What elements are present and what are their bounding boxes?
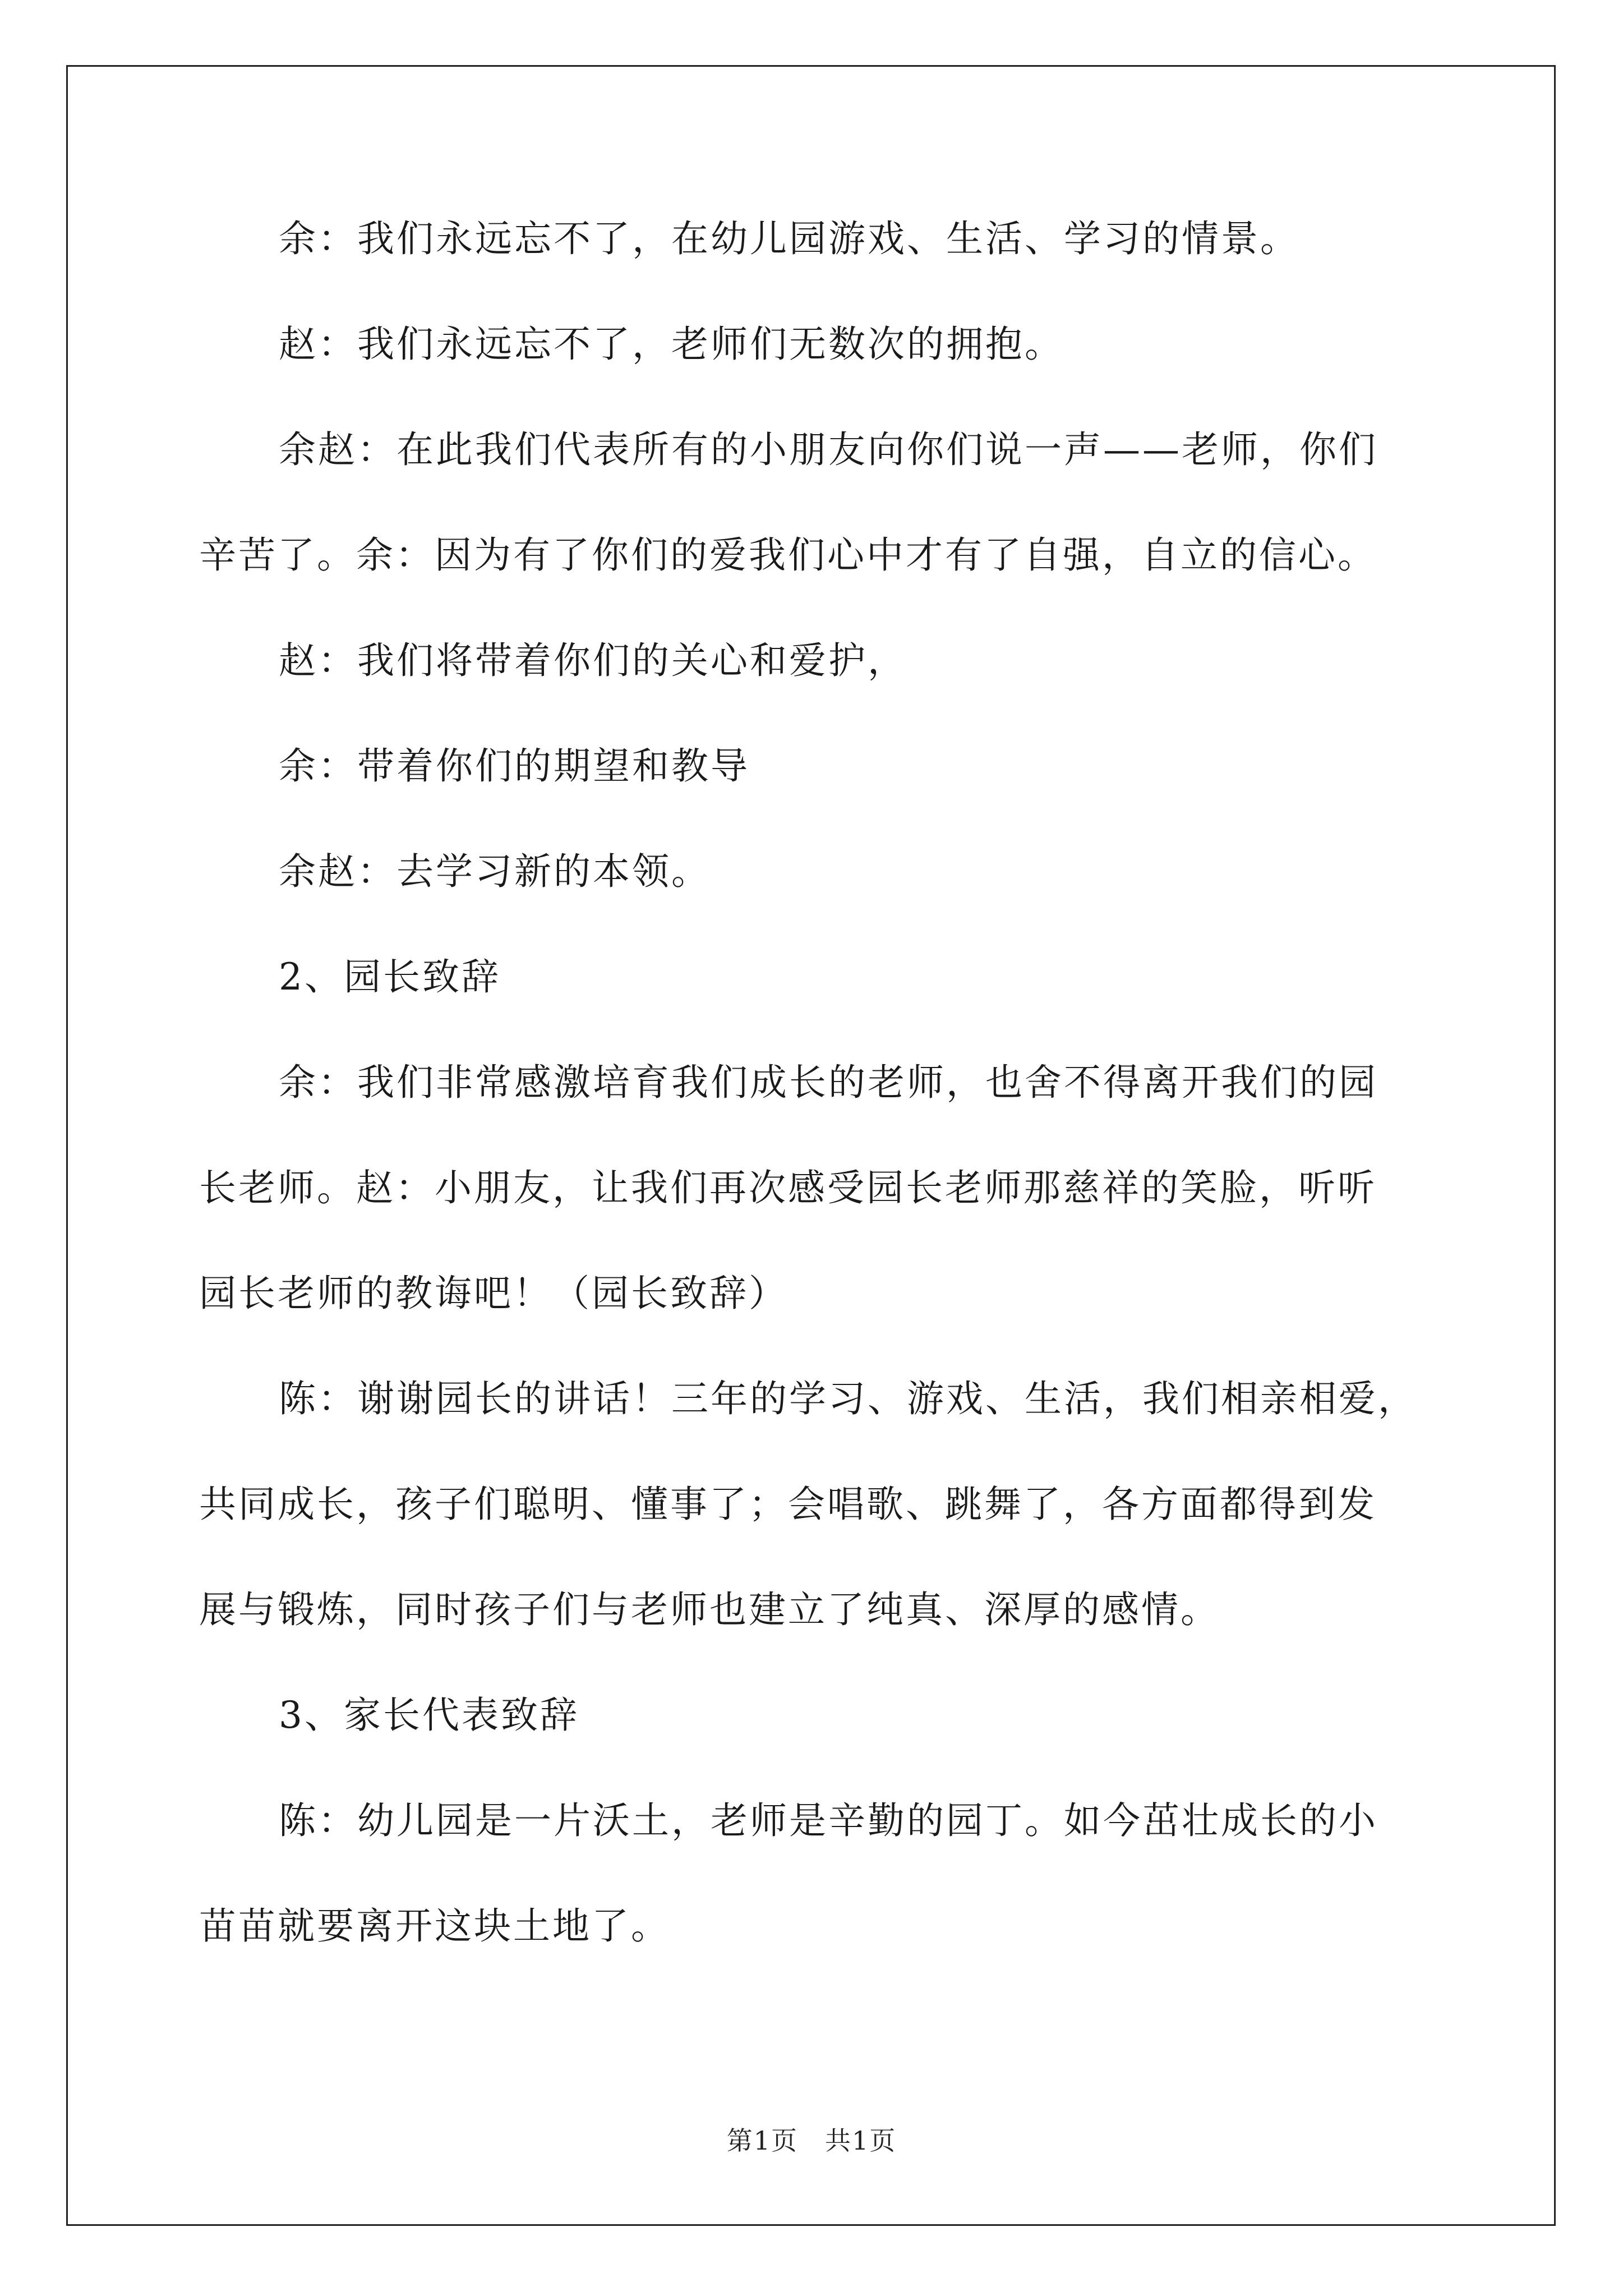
paragraph-line: 陈：幼儿园是一片沃土，老师是辛勤的园丁。如今茁壮成长的小 <box>279 1799 1378 1842</box>
paragraph <box>199 1057 1450 1319</box>
page-total: 共1页 <box>825 2125 897 2156</box>
page-footer <box>0 2120 1623 2157</box>
paragraph-line: 赵：我们将带着你们的关心和爱护， <box>279 639 907 682</box>
paragraph <box>199 319 1450 370</box>
paragraph <box>199 1795 1450 1952</box>
paragraph <box>199 846 1450 898</box>
paragraph-line: 展与锻炼，同时孩子们与老师也建立了纯真、深厚的感情。 <box>199 1588 1220 1631</box>
paragraph-line: 余赵：在此我们代表所有的小朋友向你们说一声——老师，你们 <box>279 428 1378 471</box>
paragraph-line: 赵：我们永远忘不了，老师们无数次的拥抱。 <box>279 323 1064 366</box>
paragraph-line: 苗苗就要离开这块土地了。 <box>199 1904 670 1948</box>
paragraph <box>199 635 1450 687</box>
section-heading <box>199 951 1450 1003</box>
paragraph-line: 共同成长，孩子们聪明、懂事了；会唱歌、跳舞了，各方面都得到发 <box>199 1483 1377 1526</box>
paragraph-line: 余：我们永远忘不了，在幼儿园游戏、生活、学习的情景。 <box>279 217 1299 260</box>
paragraph-line: 余赵：去学习新的本领。 <box>279 850 711 893</box>
paragraph-line: 余：带着你们的期望和教导 <box>279 744 750 788</box>
paragraph-line: 3、家长代表致辞 <box>279 1694 579 1737</box>
paragraph-line: 辛苦了。余：因为有了你们的爱我们心中才有了自强，自立的信心。 <box>199 533 1377 577</box>
paragraph <box>199 424 1450 581</box>
paragraph <box>199 740 1450 792</box>
paragraph-line: 余：我们非常感激培育我们成长的老师，也舍不得离开我们的园 <box>279 1061 1378 1104</box>
section-heading <box>199 1690 1450 1741</box>
paragraph-line: 长老师。赵：小朋友，让我们再次感受园长老师那慈祥的笑脸，听听 <box>199 1166 1377 1209</box>
page-number: 第1页 <box>726 2125 798 2156</box>
paragraph <box>199 1373 1450 1636</box>
paragraph <box>199 213 1450 265</box>
paragraph-line: 2、园长致辞 <box>279 955 501 999</box>
paragraph-line: 园长老师的教诲吧！（园长致辞） <box>199 1272 788 1315</box>
paragraph-line: 陈：谢谢园长的讲话！三年的学习、游戏、生活，我们相亲相爱， <box>279 1377 1417 1420</box>
document-body <box>199 213 1450 2006</box>
